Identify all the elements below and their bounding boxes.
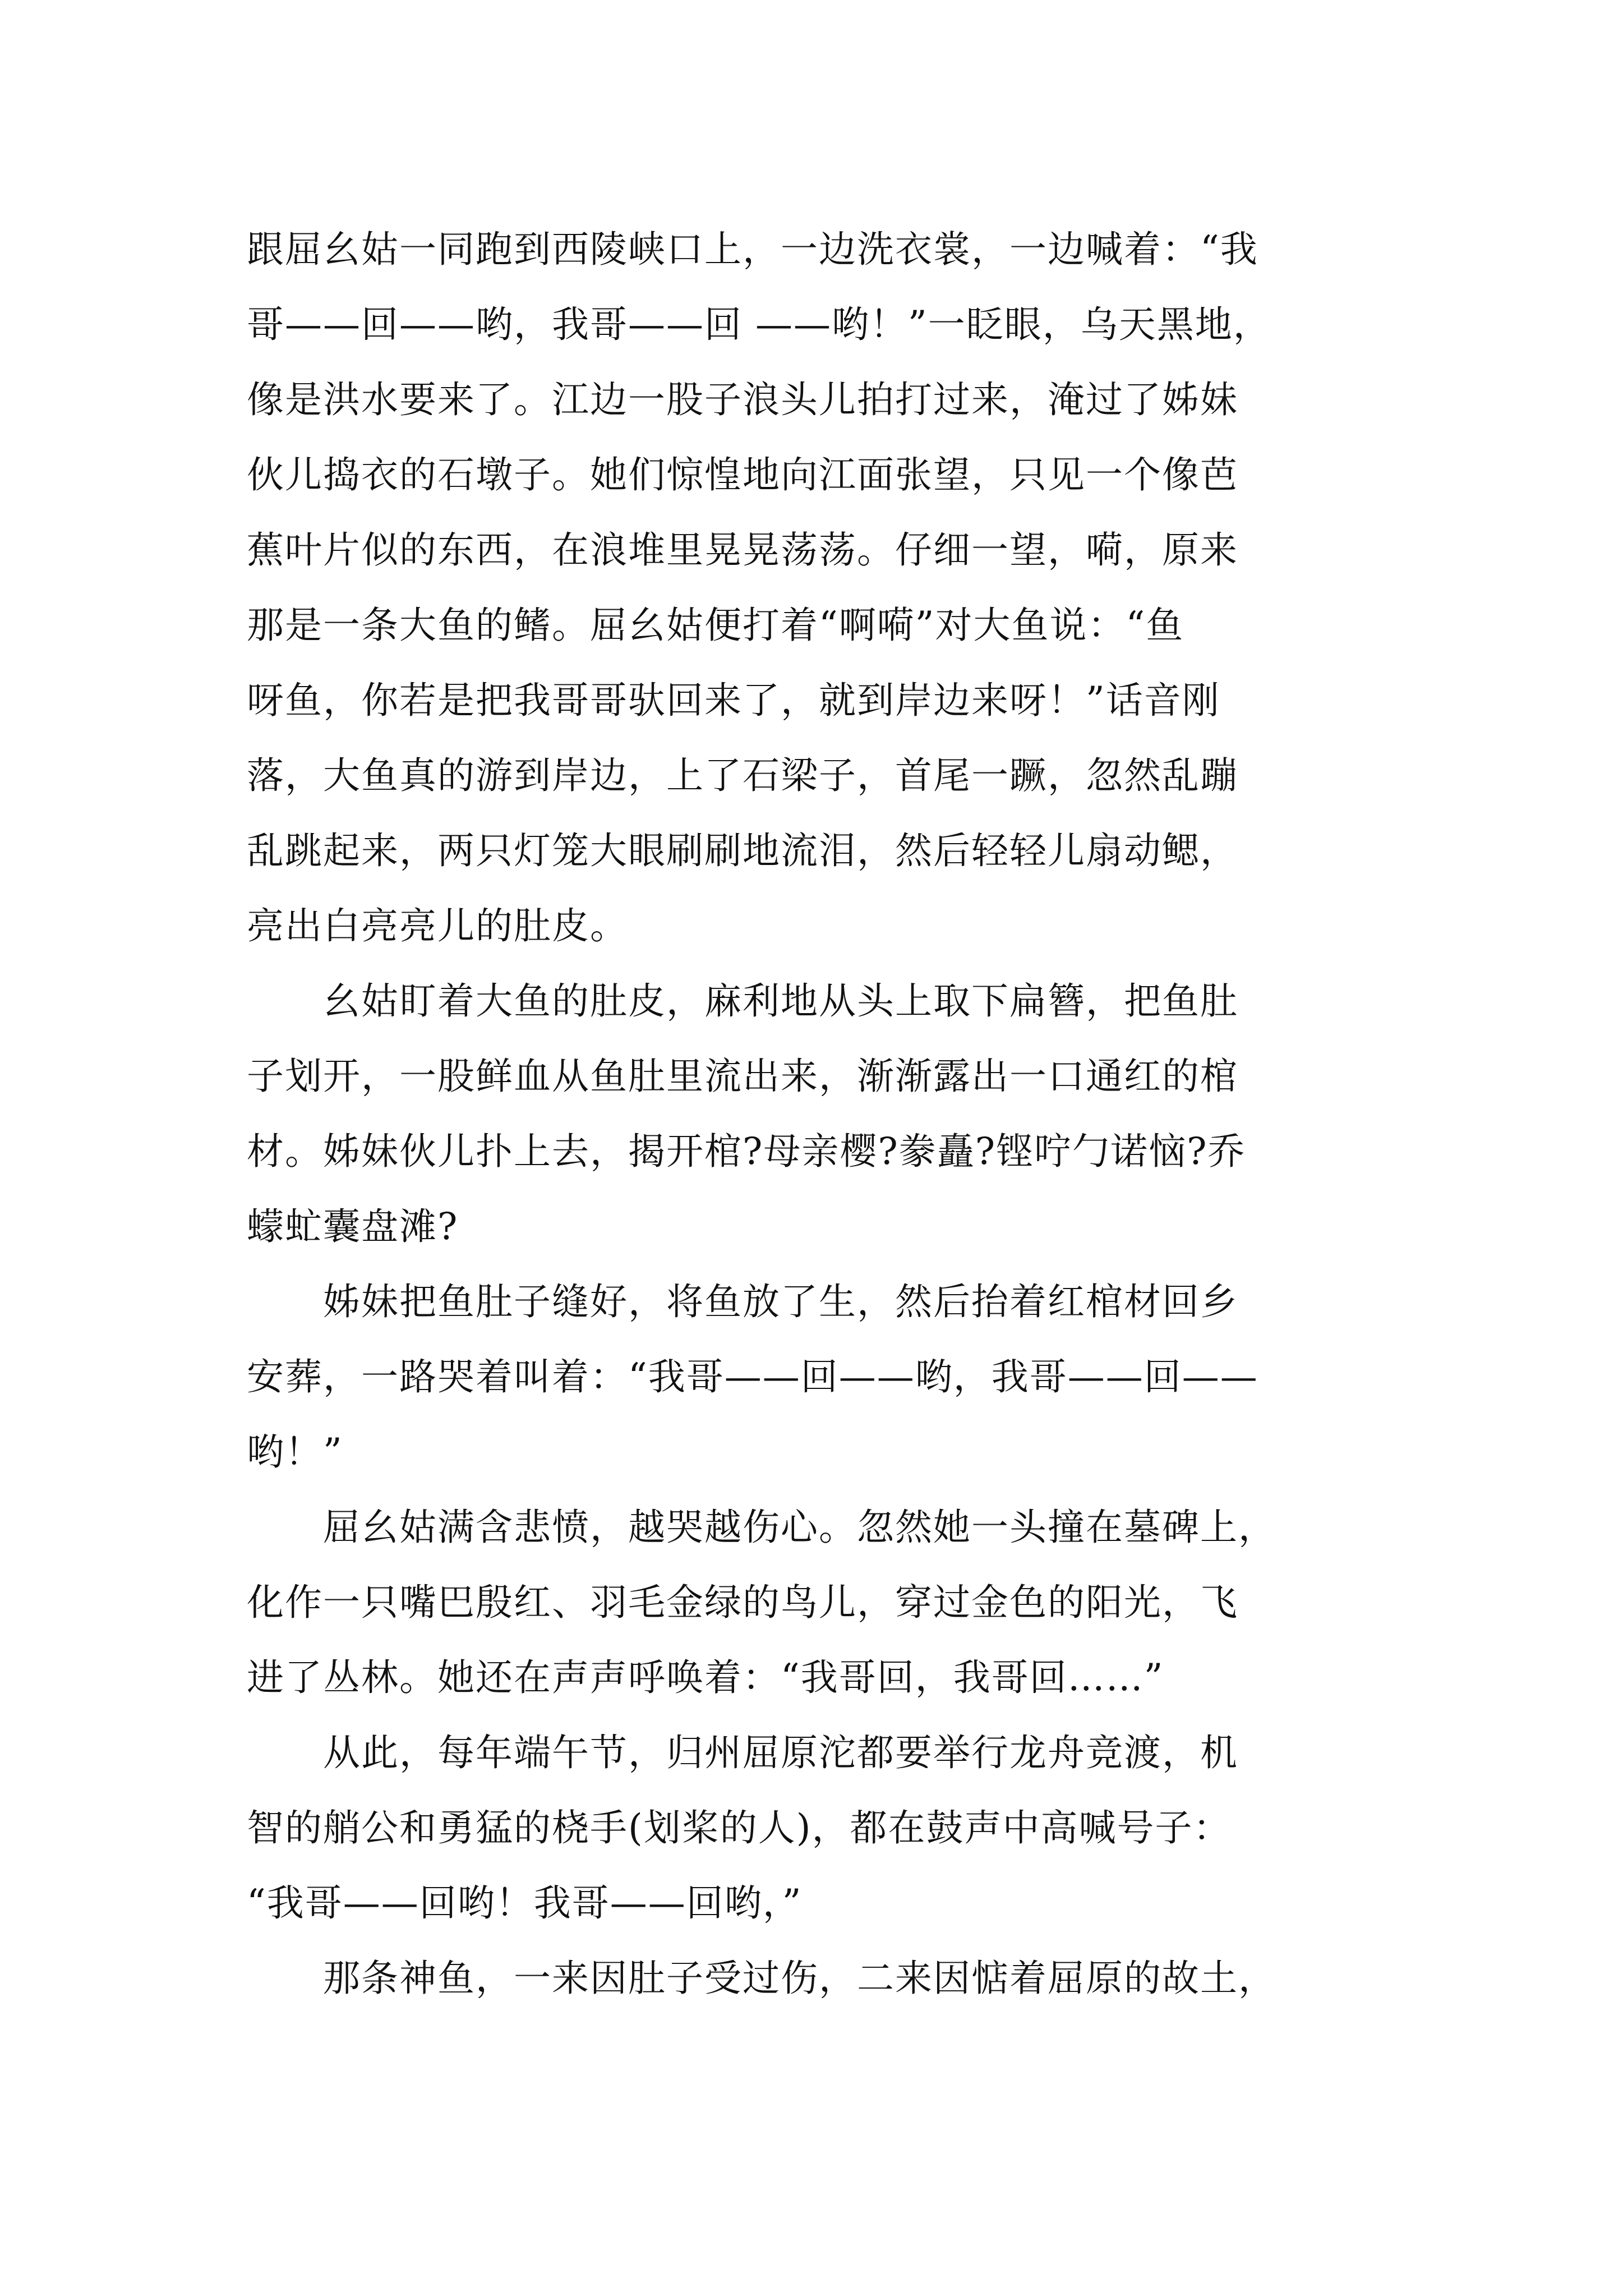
- paragraph-1: [247, 212, 1391, 964]
- text-line: 跟屈幺姑一同跑到西陵峡口上，一边洗衣裳，一边喊着：“我: [247, 228, 1258, 271]
- paragraph-6: [247, 1941, 1391, 2016]
- text-line: 落，大鱼真的游到岸边，上了石梁子，首尾一蹶，忽然乱蹦: [247, 754, 1238, 797]
- text-line: 呀鱼，你若是把我哥哥驮回来了，就到岸边来呀！”话音刚: [247, 679, 1220, 722]
- text-line: 亮出白亮亮儿的肚皮。: [247, 904, 628, 947]
- text-line: 哟！”: [247, 1430, 343, 1474]
- text-line: 哥——回——哟，我哥——回 ——哟！”一眨眼，乌天黑地，: [247, 303, 1271, 346]
- text-line: 乱跳起来，两只灯笼大眼刷刷地流泪，然后轻轻儿扇动鳃，: [247, 829, 1238, 872]
- text-line: 像是洪水要来了。江边一股子浪头儿拍打过来，淹过了姊妹: [247, 378, 1238, 421]
- text-line: 智的艄公和勇猛的桡手(划桨的人)，都在鼓声中高喊号子：: [247, 1806, 1232, 1849]
- text-line: 那条神鱼，一来因肚子受过伤，二来因惦着屈原的故土，: [323, 1957, 1276, 2000]
- text-line: “我哥——回哟！我哥——回哟，”: [247, 1881, 803, 1925]
- paragraph-4: [247, 1490, 1391, 1715]
- text-line: 那是一条大鱼的鳍。屈幺姑便打着“啊嗬”对大鱼说：“鱼: [247, 604, 1184, 647]
- text-line: 屈幺姑满含悲愤，越哭越伤心。忽然她一头撞在墓碑上，: [323, 1506, 1276, 1549]
- text-line: 从此，每年端午节，归州屈原沱都要举行龙舟竞渡，机: [323, 1731, 1238, 1774]
- text-line: 子划开，一股鲜血从鱼肚里流出来，渐渐露出一口通红的棺: [247, 1055, 1238, 1098]
- text-line: 化作一只嘴巴殷红、羽毛金绿的鸟儿，穿过金色的阳光，飞: [247, 1581, 1238, 1624]
- text-line: 安葬，一路哭着叫着：“我哥——回——哟，我哥——回——: [247, 1355, 1258, 1398]
- text-line: 材。姊妹伙儿扑上去，揭开棺?母亲樱?豢矗?铿咛勹诺恼?乔: [247, 1130, 1246, 1173]
- text-line: 蠓虻囊盘滩?: [247, 1205, 459, 1248]
- paragraph-5: [247, 1715, 1391, 1941]
- text-line: 进了丛林。她还在声声呼唤着：“我哥回，我哥回……”: [247, 1656, 1164, 1699]
- text-line: 伙儿捣衣的石墩子。她们惊惶地向江面张望，只见一个像芭: [247, 453, 1238, 496]
- text-line: 幺姑盯着大鱼的肚皮，麻利地从头上取下扁簪，把鱼肚: [323, 979, 1238, 1023]
- document-body: [247, 212, 1391, 2016]
- text-line: 姊妹把鱼肚子缝好，将鱼放了生，然后抬着红棺材回乡: [323, 1280, 1238, 1323]
- paragraph-2: [247, 964, 1391, 1264]
- paragraph-3: [247, 1264, 1391, 1490]
- text-line: 蕉叶片似的东西，在浪堆里晃晃荡荡。仔细一望，嗬，原来: [247, 528, 1238, 572]
